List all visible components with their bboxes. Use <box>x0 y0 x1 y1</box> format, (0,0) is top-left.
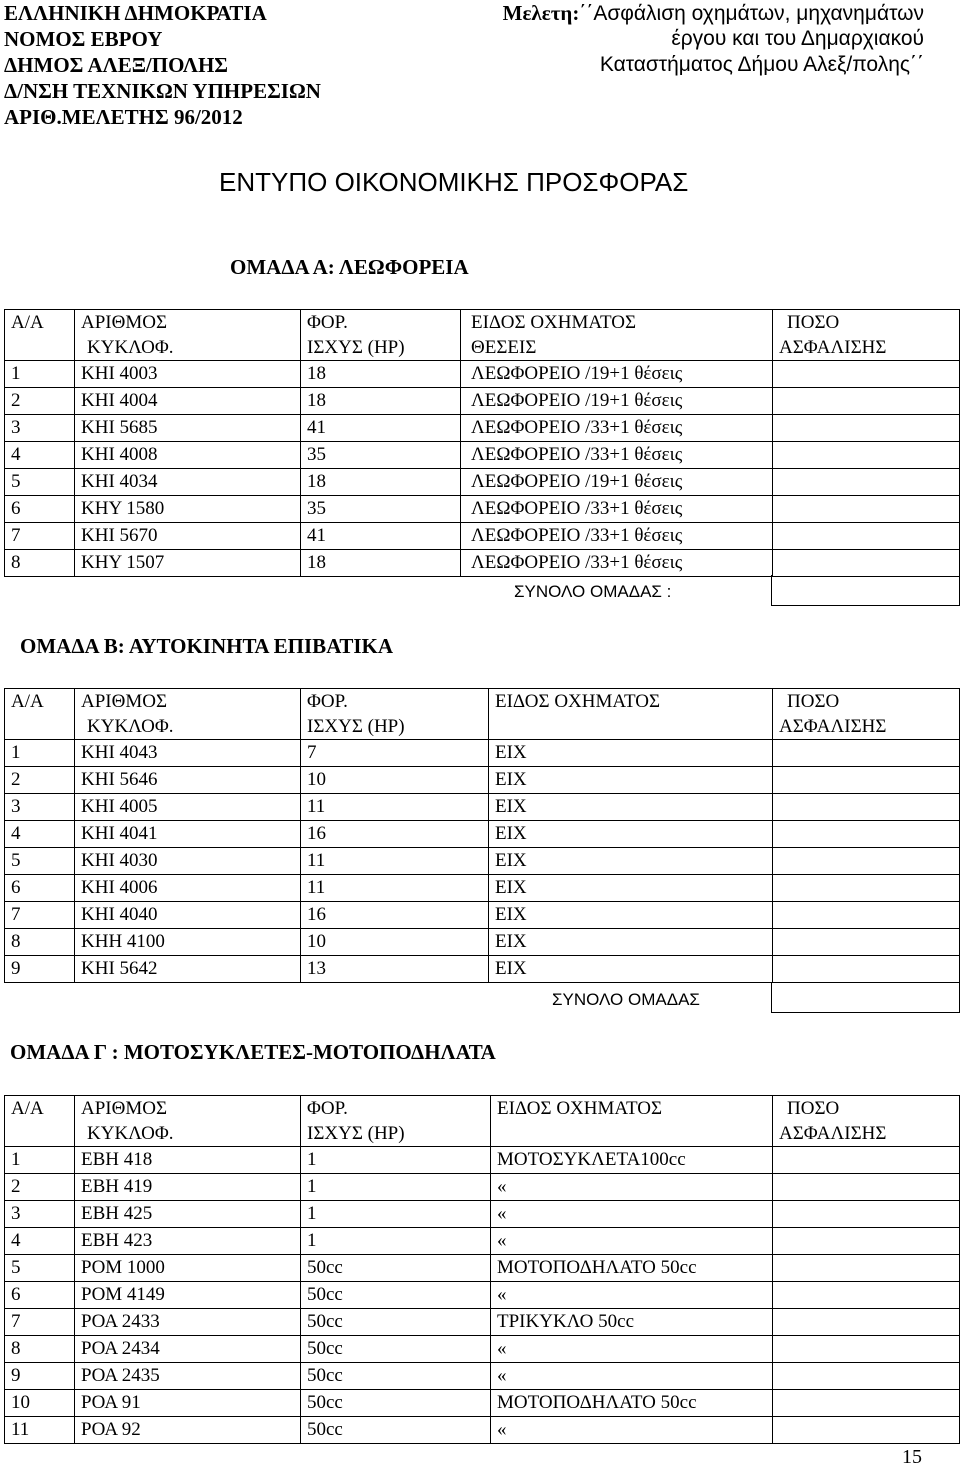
header-line: Δ/ΝΣΗ ΤΕΧΝΙΚΩΝ ΥΠΗΡΕΣΙΩΝ <box>4 79 321 103</box>
table-row <box>5 1309 960 1336</box>
cell-amount[interactable] <box>773 1228 960 1255</box>
cell-aa: 5 <box>5 469 75 496</box>
cell-amount[interactable] <box>773 1255 960 1282</box>
cell-amount[interactable] <box>773 1363 960 1390</box>
cell-aa: 3 <box>5 1201 75 1228</box>
cell-plate: ΚΗΙ 5685 <box>75 415 301 442</box>
cell-amount[interactable] <box>773 1390 960 1417</box>
cell-hp: 50cc <box>301 1417 491 1444</box>
group-b-table <box>4 688 960 983</box>
cell-amount[interactable] <box>773 1336 960 1363</box>
table-row <box>5 1201 960 1228</box>
cell-plate: ΚΗΙ 4005 <box>75 794 301 821</box>
cell-hp: 1 <box>301 1201 491 1228</box>
cell-hp: 18 <box>301 388 461 415</box>
table-header-row <box>5 689 960 740</box>
cell-amount[interactable] <box>773 361 960 388</box>
header-plate: ΑΡΙΘΜΟΣ ΚΥΚΛΟΦ. <box>75 1096 301 1147</box>
table-row <box>5 388 960 415</box>
cell-type: ΕΙΧ <box>489 902 773 929</box>
cell-plate: ΚΗΙ 4041 <box>75 821 301 848</box>
cell-plate: ΚΗΥ 1580 <box>75 496 301 523</box>
cell-aa: 4 <box>5 442 75 469</box>
header-amount: ΠΟΣΟ ΑΣΦΑΛΙΣΗΣ <box>773 1096 960 1147</box>
cell-aa: 8 <box>5 929 75 956</box>
cell-hp: 18 <box>301 469 461 496</box>
table-row <box>5 1174 960 1201</box>
page-number: 15 <box>902 1446 922 1468</box>
study-label: Μελετη: <box>502 1 580 25</box>
table-row <box>5 1390 960 1417</box>
cell-amount[interactable] <box>773 1309 960 1336</box>
cell-type: « <box>491 1363 773 1390</box>
header-amount: ΠΟΣΟ ΑΣΦΑΛΙΣΗΣ <box>773 310 960 361</box>
header-plate: ΑΡΙΘΜΟΣ ΚΥΚΛΟΦ. <box>75 689 301 740</box>
table-row <box>5 1336 960 1363</box>
cell-aa: 7 <box>5 523 75 550</box>
cell-type: ΛΕΩΦΟΡΕΙΟ /33+1 θέσεις <box>461 523 773 550</box>
cell-plate: ΕΒΗ 419 <box>75 1174 301 1201</box>
cell-aa: 1 <box>5 361 75 388</box>
cell-plate: ΚΗΗ 4100 <box>75 929 301 956</box>
table-row <box>5 361 960 388</box>
header-hp: ΦΟΡ. ΙΣΧΥΣ (ΗΡ) <box>301 310 461 361</box>
cell-hp: 35 <box>301 442 461 469</box>
table-row <box>5 1147 960 1174</box>
table-row <box>5 740 960 767</box>
cell-aa: 8 <box>5 550 75 577</box>
cell-type: ΕΙΧ <box>489 794 773 821</box>
study-text: ΄΄Ασφάλιση οχημάτων, μηχανημάτων <box>579 2 924 25</box>
authority-block <box>4 0 321 130</box>
cell-type: ΛΕΩΦΟΡΕΙΟ /19+1 θέσεις <box>461 469 773 496</box>
group-a-total-label: ΣΥΝΟΛΟ ΟΜΑΔΑΣ : <box>514 582 672 601</box>
table-row <box>5 929 960 956</box>
table-row <box>5 767 960 794</box>
table-header-row <box>5 1096 960 1147</box>
header-hp: ΦΟΡ. ΙΣΧΥΣ (ΗΡ) <box>301 689 489 740</box>
cell-amount[interactable] <box>773 821 960 848</box>
cell-type: ΕΙΧ <box>489 956 773 983</box>
cell-type: « <box>491 1201 773 1228</box>
cell-aa: 1 <box>5 740 75 767</box>
cell-plate: ΚΗΥ 1507 <box>75 550 301 577</box>
group-b-total-box[interactable] <box>771 982 960 1013</box>
cell-hp: 50cc <box>301 1282 491 1309</box>
cell-type: ΕΙΧ <box>489 767 773 794</box>
table-row <box>5 1363 960 1390</box>
cell-amount[interactable] <box>773 550 960 577</box>
header-line: ΔΗΜΟΣ ΑΛΕΞ/ΠΟΛΗΣ <box>4 53 229 77</box>
cell-plate: ΡΟΜ 4149 <box>75 1282 301 1309</box>
cell-type: ΜΟΤΟΣΥΚΛΕΤΑ100cc <box>491 1147 773 1174</box>
table-row <box>5 821 960 848</box>
cell-amount[interactable] <box>773 1174 960 1201</box>
cell-amount[interactable] <box>773 929 960 956</box>
cell-aa: 5 <box>5 848 75 875</box>
cell-plate: ΚΗΙ 4030 <box>75 848 301 875</box>
cell-plate: ΕΒΗ 418 <box>75 1147 301 1174</box>
header-aa: Α/Α <box>5 310 75 361</box>
group-c-title: ΟΜΑΔΑ Γ : ΜΟΤΟΣΥΚΛΕΤΕΣ-ΜΟΤΟΠΟΔΗΛΑΤΑ <box>10 1040 496 1064</box>
study-line-1 <box>503 0 924 26</box>
cell-type: ΛΕΩΦΟΡΕΙΟ /33+1 θέσεις <box>461 415 773 442</box>
cell-type: ΛΕΩΦΟΡΕΙΟ /33+1 θέσεις <box>461 442 773 469</box>
cell-type: ΛΕΩΦΟΡΕΙΟ /19+1 θέσεις <box>461 388 773 415</box>
form-title: ΕΝΤΥΠΟ ΟΙΚΟΝΟΜΙΚΗΣ ΠΡΟΣΦΟΡΑΣ <box>219 167 689 197</box>
cell-plate: ΡΟΑ 2435 <box>75 1363 301 1390</box>
cell-hp: 41 <box>301 523 461 550</box>
header-line: ΝΟΜΟΣ ΕΒΡΟΥ <box>4 27 163 51</box>
group-b-total-label: ΣΥΝΟΛΟ ΟΜΑΔΑΣ <box>552 990 700 1009</box>
group-b-title: ΟΜΑΔΑ Β: ΑΥΤΟΚΙΝΗΤΑ ΕΠΙΒΑΤΙΚΑ <box>20 634 393 658</box>
cell-amount[interactable] <box>773 875 960 902</box>
table-header-row <box>5 310 960 361</box>
table-row <box>5 794 960 821</box>
cell-hp: 50cc <box>301 1363 491 1390</box>
cell-type: ΕΙΧ <box>489 740 773 767</box>
header-hp: ΦΟΡ. ΙΣΧΥΣ (ΗΡ) <box>301 1096 491 1147</box>
cell-aa: 3 <box>5 415 75 442</box>
header-line: ΕΛΛΗΝΙΚΗ ΔΗΜΟΚΡΑΤΙΑ <box>4 1 267 25</box>
cell-type: ΜΟΤΟΠΟΔΗΛΑΤΟ 50cc <box>491 1390 773 1417</box>
header-type: ΕΙΔΟΣ ΟΧΗΜΑΤΟΣ ΘΕΣΕΙΣ <box>461 310 773 361</box>
cell-plate: ΚΗΙ 5646 <box>75 767 301 794</box>
cell-plate: ΚΗΙ 4003 <box>75 361 301 388</box>
cell-amount[interactable] <box>773 956 960 983</box>
cell-plate: ΡΟΑ 91 <box>75 1390 301 1417</box>
table-row <box>5 902 960 929</box>
group-c-table <box>4 1095 960 1444</box>
cell-type: ΕΙΧ <box>489 821 773 848</box>
cell-hp: 11 <box>301 848 489 875</box>
cell-amount[interactable] <box>773 848 960 875</box>
cell-amount[interactable] <box>773 442 960 469</box>
cell-plate: ΚΗΙ 4034 <box>75 469 301 496</box>
cell-plate: ΚΗΙ 5670 <box>75 523 301 550</box>
group-a-title: ΟΜΑΔΑ Α: ΛΕΩΦΟΡΕΙΑ <box>230 255 469 279</box>
cell-amount[interactable] <box>773 1417 960 1444</box>
cell-aa: 4 <box>5 1228 75 1255</box>
table-row <box>5 1417 960 1444</box>
cell-aa: 9 <box>5 956 75 983</box>
cell-aa: 1 <box>5 1147 75 1174</box>
cell-aa: 5 <box>5 1255 75 1282</box>
cell-plate: ΚΗΙ 4043 <box>75 740 301 767</box>
table-row <box>5 415 960 442</box>
cell-type: ΛΕΩΦΟΡΕΙΟ /19+1 θέσεις <box>461 361 773 388</box>
header-aa: Α/Α <box>5 689 75 740</box>
cell-plate: ΚΗΙ 4008 <box>75 442 301 469</box>
cell-aa: 6 <box>5 496 75 523</box>
cell-type: ΜΟΤΟΠΟΔΗΛΑΤΟ 50cc <box>491 1255 773 1282</box>
study-line-3: Καταστήματος Δήμου Αλεξ/πολης΄΄ <box>599 53 924 76</box>
cell-amount[interactable] <box>773 1201 960 1228</box>
cell-amount[interactable] <box>773 1282 960 1309</box>
cell-type: ΕΙΧ <box>489 929 773 956</box>
cell-hp: 11 <box>301 875 489 902</box>
cell-amount[interactable] <box>773 1147 960 1174</box>
cell-type: ΤΡΙΚΥΚΛΟ 50cc <box>491 1309 773 1336</box>
cell-plate: ΡΟΑ 2433 <box>75 1309 301 1336</box>
cell-plate: ΡΟΑ 92 <box>75 1417 301 1444</box>
table-row <box>5 848 960 875</box>
cell-hp: 50cc <box>301 1336 491 1363</box>
cell-hp: 13 <box>301 956 489 983</box>
cell-amount[interactable] <box>773 415 960 442</box>
table-row <box>5 956 960 983</box>
table-row <box>5 469 960 496</box>
study-line-2: έργου και του Δημαρχιακού <box>671 27 924 50</box>
cell-aa: 7 <box>5 1309 75 1336</box>
header-amount: ΠΟΣΟ ΑΣΦΑΛΙΣΗΣ <box>773 689 960 740</box>
cell-amount[interactable] <box>773 740 960 767</box>
cell-aa: 10 <box>5 1390 75 1417</box>
cell-plate: ΚΗΙ 4040 <box>75 902 301 929</box>
cell-amount[interactable] <box>773 469 960 496</box>
cell-aa: 11 <box>5 1417 75 1444</box>
cell-type: ΛΕΩΦΟΡΕΙΟ /33+1 θέσεις <box>461 550 773 577</box>
cell-type: ΕΙΧ <box>489 875 773 902</box>
cell-hp: 41 <box>301 415 461 442</box>
table-row <box>5 523 960 550</box>
cell-plate: ΕΒΗ 423 <box>75 1228 301 1255</box>
cell-type: « <box>491 1282 773 1309</box>
cell-amount[interactable] <box>773 388 960 415</box>
cell-type: « <box>491 1417 773 1444</box>
cell-plate: ΡΟΜ 1000 <box>75 1255 301 1282</box>
cell-plate: ΡΟΑ 2434 <box>75 1336 301 1363</box>
cell-hp: 7 <box>301 740 489 767</box>
cell-hp: 16 <box>301 821 489 848</box>
header-plate: ΑΡΙΘΜΟΣ ΚΥΚΛΟΦ. <box>75 310 301 361</box>
table-row <box>5 1255 960 1282</box>
cell-hp: 50cc <box>301 1309 491 1336</box>
cell-amount[interactable] <box>773 902 960 929</box>
table-row <box>5 875 960 902</box>
cell-type: « <box>491 1228 773 1255</box>
cell-aa: 6 <box>5 875 75 902</box>
header-line: ΑΡΙΘ.ΜΕΛΕΤΗΣ 96/2012 <box>4 105 243 129</box>
cell-aa: 2 <box>5 388 75 415</box>
cell-hp: 1 <box>301 1174 491 1201</box>
cell-plate: ΚΗΙ 4006 <box>75 875 301 902</box>
cell-hp: 50cc <box>301 1390 491 1417</box>
cell-amount[interactable] <box>773 496 960 523</box>
cell-amount[interactable] <box>773 523 960 550</box>
cell-hp: 10 <box>301 929 489 956</box>
cell-plate: ΚΗΙ 4004 <box>75 388 301 415</box>
cell-aa: 4 <box>5 821 75 848</box>
cell-aa: 2 <box>5 767 75 794</box>
cell-type: ΕΙΧ <box>489 848 773 875</box>
table-row <box>5 496 960 523</box>
header-aa: Α/Α <box>5 1096 75 1147</box>
cell-hp: 1 <box>301 1147 491 1174</box>
group-a-total-box[interactable] <box>771 575 960 606</box>
cell-aa: 7 <box>5 902 75 929</box>
cell-aa: 2 <box>5 1174 75 1201</box>
cell-aa: 3 <box>5 794 75 821</box>
header-type: ΕΙΔΟΣ ΟΧΗΜΑΤΟΣ <box>491 1096 773 1147</box>
cell-aa: 9 <box>5 1363 75 1390</box>
cell-aa: 8 <box>5 1336 75 1363</box>
cell-amount[interactable] <box>773 794 960 821</box>
table-row <box>5 442 960 469</box>
cell-hp: 50cc <box>301 1255 491 1282</box>
cell-type: « <box>491 1336 773 1363</box>
table-row <box>5 550 960 577</box>
cell-type: ΛΕΩΦΟΡΕΙΟ /33+1 θέσεις <box>461 496 773 523</box>
cell-hp: 10 <box>301 767 489 794</box>
cell-aa: 6 <box>5 1282 75 1309</box>
cell-hp: 18 <box>301 361 461 388</box>
cell-hp: 16 <box>301 902 489 929</box>
header-type: ΕΙΔΟΣ ΟΧΗΜΑΤΟΣ <box>489 689 773 740</box>
cell-plate: ΕΒΗ 425 <box>75 1201 301 1228</box>
cell-type: « <box>491 1174 773 1201</box>
cell-hp: 1 <box>301 1228 491 1255</box>
table-row <box>5 1228 960 1255</box>
group-a-table <box>4 309 960 577</box>
cell-hp: 35 <box>301 496 461 523</box>
study-block <box>503 0 924 78</box>
cell-plate: ΚΗΙ 5642 <box>75 956 301 983</box>
cell-amount[interactable] <box>773 767 960 794</box>
cell-hp: 18 <box>301 550 461 577</box>
table-row <box>5 1282 960 1309</box>
cell-hp: 11 <box>301 794 489 821</box>
